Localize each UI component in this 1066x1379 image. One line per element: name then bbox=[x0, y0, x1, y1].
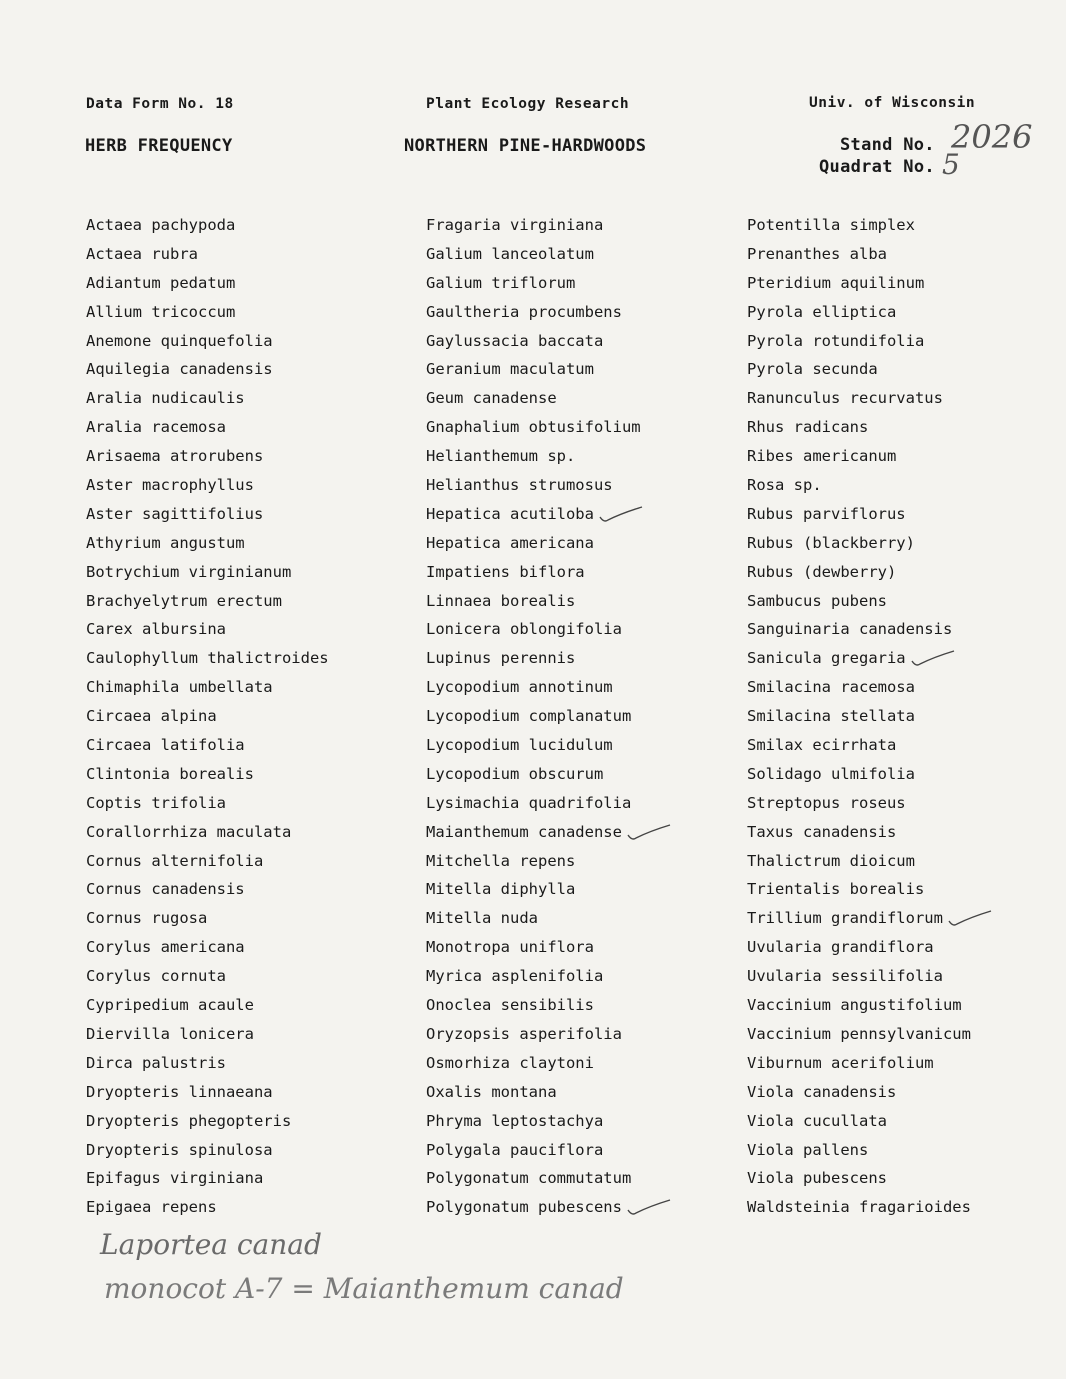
species-row bbox=[86, 996, 329, 1025]
species-row bbox=[426, 678, 641, 707]
species-name: Lysimachia quadrifolia bbox=[426, 793, 632, 812]
species-row bbox=[86, 592, 329, 621]
species-row bbox=[86, 1083, 329, 1112]
check-mark-icon bbox=[626, 1198, 672, 1224]
species-name: Rubus (blackberry) bbox=[747, 533, 915, 552]
check-mark-icon bbox=[598, 505, 644, 531]
community-title: NORTHERN PINE-HARDWOODS bbox=[404, 136, 647, 156]
species-row bbox=[747, 505, 971, 534]
species-row bbox=[426, 823, 641, 852]
species-name: Sambucus pubens bbox=[747, 591, 887, 610]
species-row bbox=[747, 216, 971, 245]
species-name: Dryopteris spinulosa bbox=[86, 1140, 273, 1159]
species-row bbox=[86, 794, 329, 823]
species-name: Circaea alpina bbox=[86, 707, 217, 726]
species-name: Diervilla lonicera bbox=[86, 1024, 254, 1043]
species-row bbox=[86, 823, 329, 852]
species-row bbox=[86, 303, 329, 332]
species-row bbox=[426, 852, 641, 881]
species-name: Uvularia sessilifolia bbox=[747, 967, 943, 986]
stand-number: 2026 bbox=[951, 118, 1033, 156]
species-row bbox=[86, 620, 329, 649]
form-title: HERB FREQUENCY bbox=[85, 136, 233, 156]
species-name: Smilacina stellata bbox=[747, 707, 915, 726]
species-name: Hepatica acutiloba bbox=[426, 504, 594, 523]
species-name: Vaccinium pennsylvanicum bbox=[747, 1024, 971, 1043]
species-name: Dryopteris linnaeana bbox=[86, 1082, 273, 1101]
species-row bbox=[747, 620, 971, 649]
species-row bbox=[426, 938, 641, 967]
species-row bbox=[86, 967, 329, 996]
species-name: Helianthus strumosus bbox=[426, 476, 613, 495]
species-row bbox=[747, 967, 971, 996]
species-name: Allium tricoccum bbox=[86, 302, 236, 321]
species-row bbox=[747, 534, 971, 563]
species-row bbox=[747, 418, 971, 447]
species-row bbox=[747, 389, 971, 418]
species-row bbox=[426, 534, 641, 563]
check-mark-icon bbox=[626, 823, 672, 849]
species-row bbox=[426, 476, 641, 505]
check-mark-icon bbox=[947, 909, 993, 935]
species-name: Coptis trifolia bbox=[86, 793, 226, 812]
species-name: Botrychium virginianum bbox=[86, 562, 292, 581]
species-name: Maianthemum canadense bbox=[426, 822, 622, 841]
species-name: Mitchella repens bbox=[426, 851, 576, 870]
species-row bbox=[426, 245, 641, 274]
species-name: Lycopodium annotinum bbox=[426, 678, 613, 697]
species-name: Galium lanceolatum bbox=[426, 244, 594, 263]
species-name: Anemone quinquefolia bbox=[86, 331, 273, 350]
species-row bbox=[747, 1054, 971, 1083]
species-row bbox=[747, 476, 971, 505]
handwritten-note-2: monocot A-7 = Maianthemum canad bbox=[104, 1272, 624, 1305]
species-name: Prenanthes alba bbox=[747, 244, 887, 263]
form-number: Data Form No. 18 bbox=[86, 96, 234, 112]
stand-label: Stand No. bbox=[840, 135, 935, 155]
species-name: Polygonatum pubescens bbox=[426, 1198, 622, 1217]
check-mark-icon bbox=[910, 649, 956, 675]
species-row bbox=[426, 447, 641, 476]
species-name: Polygala pauciflora bbox=[426, 1140, 604, 1159]
species-row bbox=[426, 563, 641, 592]
species-row bbox=[747, 563, 971, 592]
species-row bbox=[426, 1054, 641, 1083]
species-name: Pyrola rotundifolia bbox=[747, 331, 925, 350]
species-row bbox=[86, 852, 329, 881]
species-row bbox=[426, 967, 641, 996]
species-row bbox=[747, 909, 971, 938]
species-name: Uvularia grandiflora bbox=[747, 938, 934, 957]
species-name: Gaylussacia baccata bbox=[426, 331, 604, 350]
species-name: Geum canadense bbox=[426, 389, 557, 408]
species-row bbox=[747, 1169, 971, 1198]
species-row bbox=[86, 245, 329, 274]
species-row bbox=[86, 1198, 329, 1227]
species-row bbox=[426, 303, 641, 332]
species-row bbox=[426, 216, 641, 245]
species-row bbox=[86, 1169, 329, 1198]
species-name: Smilax ecirrhata bbox=[747, 736, 897, 755]
species-name: Aster sagittifolius bbox=[86, 504, 264, 523]
species-name: Cornus rugosa bbox=[86, 909, 208, 928]
species-name: Cornus alternifolia bbox=[86, 851, 264, 870]
species-row bbox=[747, 1083, 971, 1112]
species-name: Actaea rubra bbox=[86, 244, 198, 263]
species-row bbox=[426, 360, 641, 389]
species-row bbox=[426, 707, 641, 736]
species-name: Taxus canadensis bbox=[747, 822, 897, 841]
species-name: Oryzopsis asperifolia bbox=[426, 1024, 622, 1043]
species-row bbox=[86, 534, 329, 563]
species-name: Cypripedium acaule bbox=[86, 996, 254, 1015]
species-name: Gaultheria procumbens bbox=[426, 302, 622, 321]
species-row bbox=[86, 418, 329, 447]
species-name: Osmorhiza claytoni bbox=[426, 1053, 594, 1072]
organization: Plant Ecology Research bbox=[426, 96, 630, 112]
species-name: Gnaphalium obtusifolium bbox=[426, 418, 641, 437]
species-row bbox=[747, 736, 971, 765]
species-name: Clintonia borealis bbox=[86, 764, 254, 783]
species-row bbox=[426, 1025, 641, 1054]
species-name: Viola canadensis bbox=[747, 1082, 897, 1101]
species-row bbox=[86, 1054, 329, 1083]
species-row bbox=[426, 996, 641, 1025]
species-row bbox=[747, 707, 971, 736]
species-name: Viola pubescens bbox=[747, 1169, 887, 1188]
species-row bbox=[426, 332, 641, 361]
species-name: Lycopodium lucidulum bbox=[426, 736, 613, 755]
species-name: Corylus cornuta bbox=[86, 967, 226, 986]
species-row bbox=[747, 852, 971, 881]
species-name: Geranium maculatum bbox=[426, 360, 594, 379]
species-row bbox=[747, 1198, 971, 1227]
species-row bbox=[426, 1112, 641, 1141]
species-row bbox=[747, 678, 971, 707]
species-row bbox=[426, 389, 641, 418]
species-name: Monotropa uniflora bbox=[426, 938, 594, 957]
species-row bbox=[426, 274, 641, 303]
species-name: Aquilegia canadensis bbox=[86, 360, 273, 379]
species-row bbox=[86, 880, 329, 909]
species-row bbox=[426, 1083, 641, 1112]
species-row bbox=[747, 1141, 971, 1170]
species-name: Ribes americanum bbox=[747, 447, 897, 466]
species-name: Linnaea borealis bbox=[426, 591, 576, 610]
species-row bbox=[747, 1112, 971, 1141]
species-row bbox=[86, 938, 329, 967]
species-row bbox=[86, 332, 329, 361]
species-name: Viburnum acerifolium bbox=[747, 1053, 934, 1072]
species-name: Rubus (dewberry) bbox=[747, 562, 897, 581]
species-row bbox=[86, 707, 329, 736]
species-row bbox=[86, 216, 329, 245]
species-name: Lycopodium obscurum bbox=[426, 764, 604, 783]
species-name: Oxalis montana bbox=[426, 1082, 557, 1101]
species-name: Cornus canadensis bbox=[86, 880, 245, 899]
species-name: Rosa sp. bbox=[747, 476, 822, 495]
species-name: Caulophyllum thalictroides bbox=[86, 649, 329, 668]
species-name: Aralia nudicaulis bbox=[86, 389, 245, 408]
species-name: Polygonatum commutatum bbox=[426, 1169, 632, 1188]
species-name: Pyrola elliptica bbox=[747, 302, 897, 321]
species-name: Sanicula gregaria bbox=[747, 649, 906, 668]
species-name: Thalictrum dioicum bbox=[747, 851, 915, 870]
species-row bbox=[426, 649, 641, 678]
species-row bbox=[426, 1169, 641, 1198]
species-row bbox=[426, 505, 641, 534]
species-name: Brachyelytrum erectum bbox=[86, 591, 282, 610]
species-row bbox=[426, 620, 641, 649]
species-row bbox=[426, 909, 641, 938]
species-name: Lycopodium complanatum bbox=[426, 707, 632, 726]
species-row bbox=[86, 563, 329, 592]
species-name: Fragaria virginiana bbox=[426, 216, 604, 234]
species-row bbox=[747, 447, 971, 476]
species-name: Dryopteris phegopteris bbox=[86, 1111, 292, 1130]
species-row bbox=[747, 332, 971, 361]
species-row bbox=[426, 418, 641, 447]
species-name: Ranunculus recurvatus bbox=[747, 389, 943, 408]
species-name: Onoclea sensibilis bbox=[426, 996, 594, 1015]
species-row bbox=[426, 1141, 641, 1170]
species-name: Helianthemum sp. bbox=[426, 447, 576, 466]
species-name: Viola pallens bbox=[747, 1140, 869, 1159]
species-row bbox=[747, 360, 971, 389]
species-row bbox=[86, 505, 329, 534]
species-row bbox=[86, 360, 329, 389]
species-row bbox=[747, 274, 971, 303]
species-name: Waldsteinia fragarioides bbox=[747, 1198, 971, 1217]
species-row bbox=[747, 245, 971, 274]
university: Univ. of Wisconsin bbox=[809, 95, 976, 111]
species-name: Mitella nuda bbox=[426, 909, 538, 928]
species-name: Rhus radicans bbox=[747, 418, 869, 437]
species-row bbox=[747, 592, 971, 621]
species-row bbox=[86, 389, 329, 418]
species-row bbox=[86, 909, 329, 938]
species-name: Phryma leptostachya bbox=[426, 1111, 604, 1130]
species-name: Lupinus perennis bbox=[426, 649, 576, 668]
species-row bbox=[86, 274, 329, 303]
species-name: Athyrium angustum bbox=[86, 533, 245, 552]
species-name: Trillium grandiflorum bbox=[747, 909, 943, 928]
species-row bbox=[426, 765, 641, 794]
species-row bbox=[426, 592, 641, 621]
species-name: Myrica asplenifolia bbox=[426, 967, 604, 986]
species-row bbox=[86, 649, 329, 678]
species-name: Galium triflorum bbox=[426, 273, 576, 292]
species-name: Potentilla simplex bbox=[747, 216, 915, 234]
species-name: Smilacina racemosa bbox=[747, 678, 915, 697]
species-row bbox=[86, 736, 329, 765]
species-row bbox=[747, 938, 971, 967]
species-name: Aster macrophyllus bbox=[86, 476, 254, 495]
species-row bbox=[747, 794, 971, 823]
species-name: Viola cucullata bbox=[747, 1111, 887, 1130]
species-name: Solidago ulmifolia bbox=[747, 764, 915, 783]
species-name: Circaea latifolia bbox=[86, 736, 245, 755]
handwritten-note-1: Laportea canad bbox=[100, 1228, 322, 1261]
species-name: Mitella diphylla bbox=[426, 880, 576, 899]
species-name: Chimaphila umbellata bbox=[86, 678, 273, 697]
species-row bbox=[86, 447, 329, 476]
quadrat-label: Quadrat No. bbox=[819, 157, 935, 177]
species-row bbox=[86, 1025, 329, 1054]
species-name: Arisaema atrorubens bbox=[86, 447, 264, 466]
quadrat-number: 5 bbox=[942, 148, 960, 181]
species-name: Epifagus virginiana bbox=[86, 1169, 264, 1188]
species-column-3 bbox=[747, 216, 971, 1227]
species-row bbox=[747, 303, 971, 332]
species-column-2 bbox=[426, 216, 641, 1227]
species-name: Streptopus roseus bbox=[747, 793, 906, 812]
species-name: Sanguinaria canadensis bbox=[747, 620, 953, 639]
species-row bbox=[86, 1112, 329, 1141]
species-name: Epigaea repens bbox=[86, 1198, 217, 1217]
species-name: Vaccinium angustifolium bbox=[747, 996, 962, 1015]
species-name: Carex albursina bbox=[86, 620, 226, 639]
species-row bbox=[747, 1025, 971, 1054]
species-row bbox=[86, 1141, 329, 1170]
species-row bbox=[86, 476, 329, 505]
species-row bbox=[426, 880, 641, 909]
species-row bbox=[86, 765, 329, 794]
species-row bbox=[747, 823, 971, 852]
species-name: Lonicera oblongifolia bbox=[426, 620, 622, 639]
species-row bbox=[747, 880, 971, 909]
species-name: Pteridium aquilinum bbox=[747, 273, 925, 292]
species-name: Actaea pachypoda bbox=[86, 216, 236, 234]
species-name: Hepatica americana bbox=[426, 533, 594, 552]
species-name: Corallorrhiza maculata bbox=[86, 822, 292, 841]
species-row bbox=[426, 736, 641, 765]
species-name: Trientalis borealis bbox=[747, 880, 925, 899]
species-row bbox=[747, 996, 971, 1025]
species-row bbox=[747, 765, 971, 794]
species-row bbox=[426, 794, 641, 823]
species-row bbox=[747, 649, 971, 678]
species-row bbox=[426, 1198, 641, 1227]
species-name: Dirca palustris bbox=[86, 1053, 226, 1072]
species-column-1 bbox=[86, 216, 329, 1227]
species-name: Impatiens biflora bbox=[426, 562, 585, 581]
species-name: Adiantum pedatum bbox=[86, 273, 236, 292]
species-name: Corylus americana bbox=[86, 938, 245, 957]
species-name: Pyrola secunda bbox=[747, 360, 878, 379]
species-name: Aralia racemosa bbox=[86, 418, 226, 437]
species-row bbox=[86, 678, 329, 707]
species-name: Rubus parviflorus bbox=[747, 504, 906, 523]
